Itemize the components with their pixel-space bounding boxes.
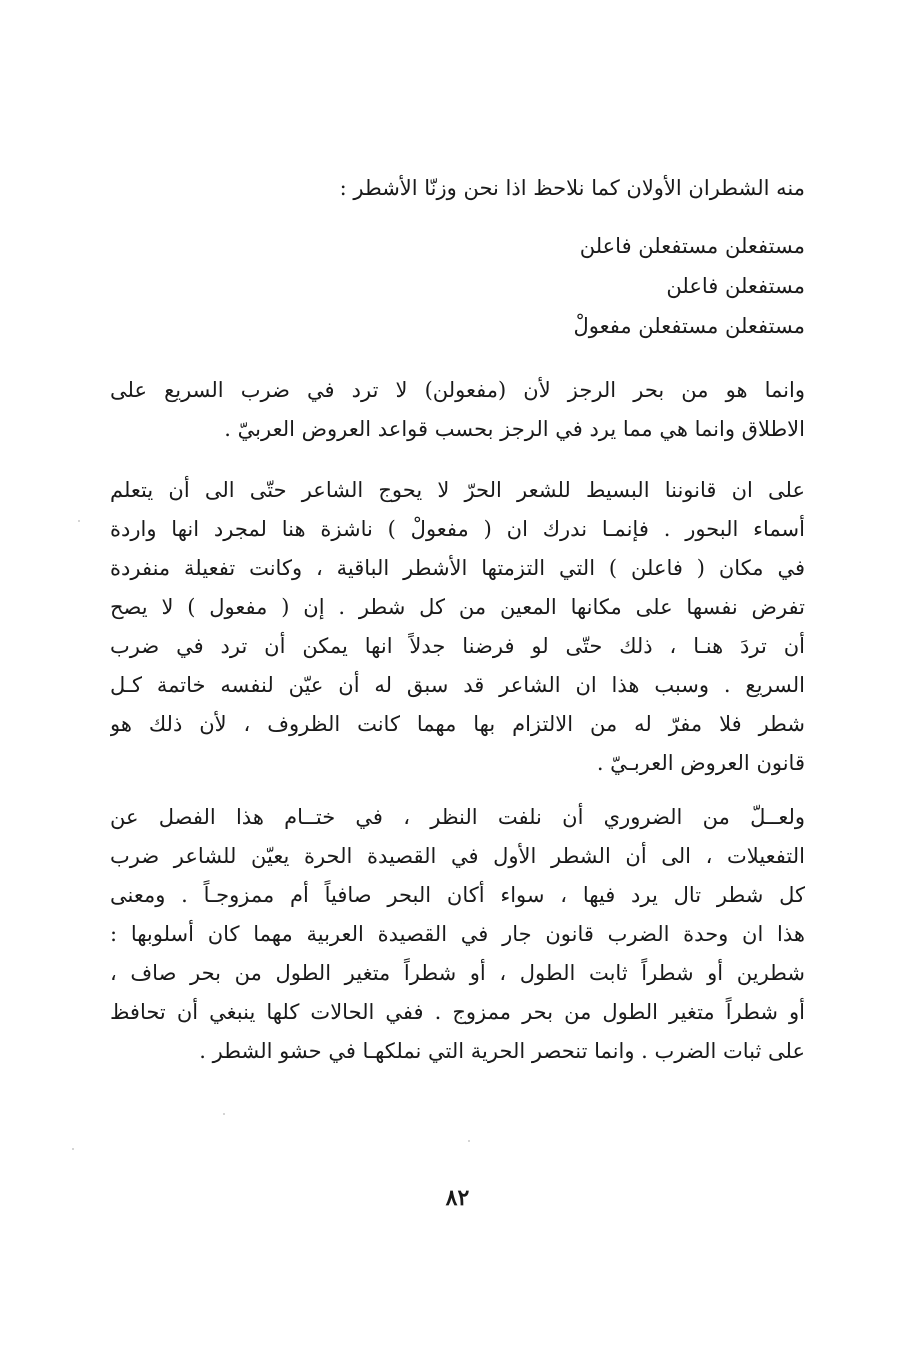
paragraph-line: كل شطر تال يرد فيها ، سواء أكان البحر صافياً أم ممزوجـاً . ومعنى xyxy=(110,883,805,907)
paragraph-line: الاطلاق وانما هي مما يرد في الرجز بحسب قواعد العروض العربيّ . xyxy=(224,417,805,441)
paragraph-line: أسماء البحور . فإنمـا ندرك ان ( مفعولْ ) ناشزة هنا لمجرد انها واردة xyxy=(110,517,805,541)
paragraph-line: هذا ان وحدة الضرب قانون جار في القصيدة العربية مهما كان أسلوبها : xyxy=(110,922,805,946)
verse-line: مستفعلن مستفعلن مفعولْ xyxy=(573,314,805,338)
paragraph-line: شطر فلا مفرّ له من الالتزام بها مهما كانت الظروف ، لأن ذلك هو xyxy=(110,712,805,736)
paragraph-line: وانما هو من بحر الرجز لأن (مفعولن) لا ترد في ضرب السريع على xyxy=(110,378,805,402)
paper-speck xyxy=(72,1148,74,1150)
paragraph-line: قانون العروض العربـيّ . xyxy=(596,751,805,775)
paragraph-line: ولعــلّ من الضروري أن نلفت النظر ، في ختــام هذا الفصل عن xyxy=(110,805,805,829)
paragraph-line: على ثبات الضرب . وانما تنحصر الحرية التي نملكهـا في حشو الشطر . xyxy=(199,1039,805,1063)
paragraph-line: شطرين أو شطراً ثابت الطول ، أو شطراً متغير الطول من بحر صاف ، xyxy=(110,961,805,985)
verse-line: مستفعلن مستفعلن فاعلن xyxy=(579,234,805,258)
verse-line: مستفعلن فاعلن xyxy=(666,274,805,298)
paragraph-line: على ان قانوننا البسيط للشعر الحرّ لا يحوج الشاعر حتّى الى أن يتعلم xyxy=(110,478,805,502)
paragraph-line: السريع . وسبب هذا ان الشاعر قد سبق له أن عيّن لنفسه خاتمة كـل xyxy=(110,673,805,697)
paragraph-line: التفعيلات ، الى أن الشطر الأول في القصيدة الحرة يعيّن للشاعر ضرب xyxy=(110,844,805,868)
paper-speck xyxy=(468,1140,470,1142)
page-number: ٨٢ xyxy=(445,1185,470,1211)
paper-speck xyxy=(223,1113,225,1115)
intro-line: منه الشطران الأولان كما نلاحظ اذا نحن وزنّا الأشطر : xyxy=(339,176,805,200)
paragraph-line: تفرض نفسها على مكانها المعين من كل شطر . إن ( مفعول ) لا يصح xyxy=(110,595,805,619)
paragraph-line: أن تردَ هنـا ، ذلك حتّى لو فرضنا جدلاً انها يمكن أن ترد في ضرب xyxy=(110,634,805,658)
paragraph-line: أو شطراً متغير الطول من بحر ممزوج . ففي الحالات كلها ينبغي أن تحافظ xyxy=(110,1000,805,1024)
paper-speck xyxy=(78,520,80,522)
paragraph-line: في مكان ( فاعلن ) التي التزمتها الأشطر الباقية ، وكانت تفعيلة منفردة xyxy=(110,556,805,580)
